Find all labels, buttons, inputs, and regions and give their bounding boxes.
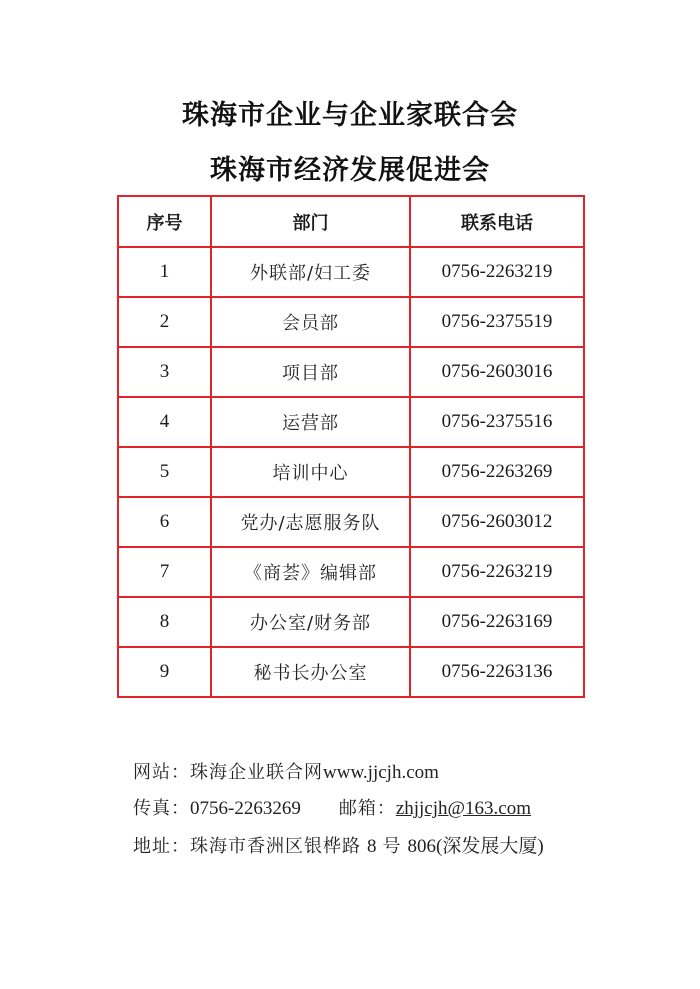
row-phone: 0756-2263219 [410, 547, 584, 597]
row-department: 党办/志愿服务队 [211, 497, 410, 547]
contact-table [117, 195, 585, 698]
table-row [118, 247, 584, 297]
fax-email-line [133, 794, 531, 820]
row-department: 项目部 [211, 347, 410, 397]
website-name: 珠海企业联合网 [190, 762, 323, 783]
row-phone: 0756-2263136 [410, 647, 584, 697]
column-header-number: 序号 [118, 196, 211, 247]
email-link[interactable]: zhjjcjh@163.com [395, 798, 531, 819]
column-header-department: 部门 [211, 196, 410, 247]
row-department: 会员部 [211, 297, 410, 347]
row-number: 1 [118, 247, 211, 297]
fax-number: 0756-2263269 [190, 798, 301, 819]
fax-label: 传真： [133, 798, 190, 819]
row-number: 6 [118, 497, 211, 547]
row-number: 3 [118, 347, 211, 397]
row-department: 培训中心 [211, 447, 410, 497]
row-department: 《商荟》编辑部 [211, 547, 410, 597]
table-row [118, 647, 584, 697]
table-row [118, 597, 584, 647]
row-department: 秘书长办公室 [211, 647, 410, 697]
row-phone: 0756-2263219 [410, 247, 584, 297]
row-number: 7 [118, 547, 211, 597]
row-number: 2 [118, 297, 211, 347]
row-number: 8 [118, 597, 211, 647]
title-line-1: 珠海市企业与企业家联合会 [182, 100, 518, 131]
row-number: 5 [118, 447, 211, 497]
table-row [118, 447, 584, 497]
address-building: 806(深发展大厦) [407, 836, 544, 857]
table-row [118, 397, 584, 447]
column-header-phone: 联系电话 [410, 196, 584, 247]
address-suffix: 号 [382, 836, 402, 857]
address-label: 地址： [133, 836, 190, 857]
row-phone: 0756-2375516 [410, 397, 584, 447]
address-line [133, 831, 544, 858]
row-department: 运营部 [211, 397, 410, 447]
address-street: 珠海市香洲区银桦路 [190, 836, 361, 857]
table-row [118, 297, 584, 347]
row-phone: 0756-2263269 [410, 447, 584, 497]
row-phone: 0756-2375519 [410, 297, 584, 347]
row-phone: 0756-2603016 [410, 347, 584, 397]
table-header-row [118, 196, 584, 247]
title-line-2: 珠海市经济发展促进会 [210, 155, 490, 186]
row-number: 9 [118, 647, 211, 697]
row-department: 外联部/妇工委 [211, 247, 410, 297]
table-row [118, 547, 584, 597]
email-label: 邮箱： [338, 798, 396, 819]
table-row [118, 497, 584, 547]
row-phone: 0756-2263169 [410, 597, 584, 647]
row-phone: 0756-2603012 [410, 497, 584, 547]
website-url-link[interactable]: www.jjcjh.com [323, 762, 439, 783]
row-number: 4 [118, 397, 211, 447]
row-department: 办公室/财务部 [211, 597, 410, 647]
table-row [118, 347, 584, 397]
website-label: 网站： [133, 762, 190, 783]
address-number: 8 [367, 836, 377, 857]
website-line [133, 758, 439, 784]
